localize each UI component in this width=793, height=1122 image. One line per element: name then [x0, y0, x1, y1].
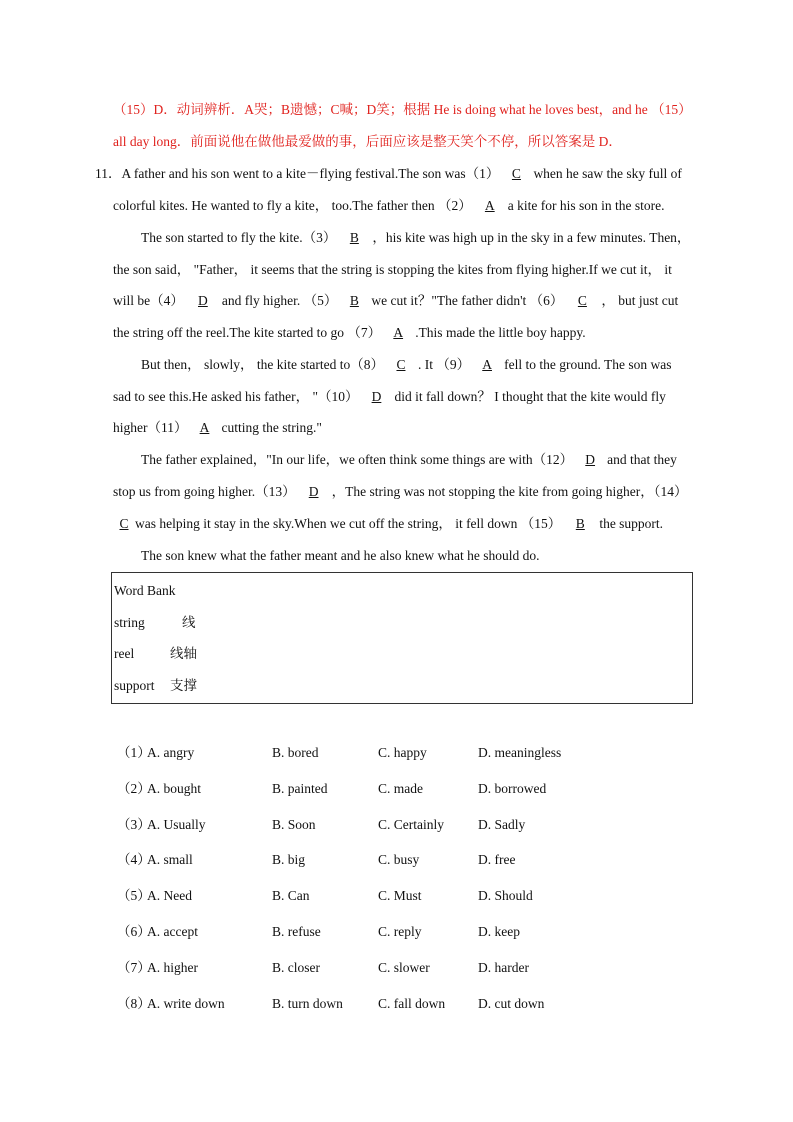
- option-d: D. cut down: [478, 996, 545, 1011]
- passage-text: fell to the ground. The son was: [504, 357, 672, 372]
- passage-text: will be（4）: [113, 293, 184, 308]
- option-a: A. higher: [147, 960, 198, 975]
- answer-blank-7: A: [393, 325, 404, 340]
- passage-text: The son started to fly the kite.（3）: [141, 230, 337, 245]
- word-bank-en: support: [114, 678, 155, 693]
- passage-text: A father and his son went to a kite－flying festival.The son was（1）: [121, 166, 500, 181]
- option-a: A. small: [147, 852, 193, 867]
- option-d: D. keep: [478, 924, 520, 939]
- option-b: B. refuse: [272, 924, 321, 939]
- passage-text: when he saw the sky full of: [533, 166, 682, 181]
- answer-blank-15: B: [575, 516, 585, 531]
- word-bank-item: [114, 676, 197, 696]
- passage-text: and fly higher. （5）: [221, 293, 338, 308]
- option-d: D. Sadly: [478, 817, 526, 832]
- passage-text: ， but just cut: [601, 293, 679, 308]
- option-c: C. made: [378, 781, 423, 796]
- word-bank-en: string: [114, 615, 145, 630]
- answer-blank-9: A: [482, 357, 492, 372]
- answer-blank-3: B: [349, 230, 359, 245]
- passage-line: The son knew what the father meant and he also knew what he should do.: [141, 548, 540, 563]
- option-number: （5）: [117, 888, 151, 903]
- passage-line: the son said， "Father， it seems that the string is stopping the kites from flying higher.If we cut it， it: [113, 262, 672, 277]
- answer-blank-11: A: [199, 420, 210, 435]
- option-d: D. meaningless: [478, 745, 562, 760]
- passage-line: [113, 291, 703, 311]
- answer-blank-4: D: [198, 293, 208, 308]
- passage-text: The father explained，"In our life，we often think some things are with（12）: [141, 452, 574, 467]
- passage-text: stop us from going higher.（13）: [113, 484, 296, 499]
- passage-line: [141, 228, 703, 248]
- option-a: A. bought: [147, 781, 201, 796]
- option-number: （3）: [117, 817, 151, 832]
- option-b: B. closer: [272, 960, 320, 975]
- passage-line: [141, 450, 703, 470]
- passage-text: ，his kite was high up in the sky in a few minutes. Then，: [372, 230, 691, 245]
- option-c: C. Must: [378, 888, 422, 903]
- passage-text: . It （9）: [417, 357, 471, 372]
- option-b: B. big: [272, 852, 306, 867]
- passage-line: [113, 387, 703, 407]
- option-d: D. Should: [478, 888, 533, 903]
- option-number: （6）: [117, 924, 151, 939]
- passage-text: did it fall down？ I thought that the kite would fly: [394, 389, 666, 404]
- option-d: D. borrowed: [478, 781, 547, 796]
- passage-line: [113, 514, 703, 534]
- answer-blank-8: C: [396, 357, 406, 372]
- answer-blank-2: A: [484, 198, 495, 213]
- passage-line: [113, 418, 703, 438]
- passage-text: higher（11）: [113, 420, 188, 435]
- passage-text: a kite for his son in the store.: [507, 198, 665, 213]
- option-a: A. Need: [147, 888, 192, 903]
- word-bank-zh: 线轴: [170, 646, 197, 661]
- passage-text: the support.: [599, 516, 664, 531]
- answer-blank-13: D: [308, 484, 319, 499]
- option-a: A. write down: [147, 996, 225, 1011]
- option-number: （2）: [117, 781, 151, 796]
- option-b: B. turn down: [272, 996, 343, 1011]
- word-bank-zh: 支撑: [170, 678, 197, 693]
- explanation-line-2: all day long．前面说他在做他最爱做的事，后面应该是整天笑个不停，所以答案是 D．: [113, 134, 622, 149]
- option-b: B. painted: [272, 781, 328, 796]
- option-b: B. Can: [272, 888, 310, 903]
- answer-blank-12: D: [585, 452, 596, 467]
- option-c: C. fall down: [378, 996, 446, 1011]
- passage-line: [95, 164, 703, 184]
- option-b: B. Soon: [272, 817, 316, 832]
- passage-text: colorful kites. He wanted to fly a kite， too.The father then （2）: [113, 198, 472, 213]
- passage-line: [113, 323, 703, 343]
- passage-text: But then， slowly， the kite started to（8）: [141, 357, 384, 372]
- passage-text: cutting the string.": [221, 420, 322, 435]
- word-bank-en: reel: [114, 646, 135, 661]
- option-number: （4）: [117, 852, 151, 867]
- option-c: C. Certainly: [378, 817, 444, 832]
- passage-text: sad to see this.He asked his father， "（10）: [113, 389, 359, 404]
- option-a: A. accept: [147, 924, 198, 939]
- word-bank-item: [114, 644, 197, 664]
- answer-blank-6: C: [577, 293, 587, 308]
- option-c: C. happy: [378, 745, 427, 760]
- question-number: 11．: [95, 166, 122, 181]
- option-a: A. Usually: [147, 817, 206, 832]
- option-c: C. busy: [378, 852, 420, 867]
- option-c: C. reply: [378, 924, 422, 939]
- answer-blank-1: C: [511, 166, 521, 181]
- passage-text: ，The string was not stopping the kite from going higher，（14）: [331, 484, 688, 499]
- passage-text: .This made the little boy happy.: [415, 325, 586, 340]
- passage-line: [113, 482, 703, 502]
- word-bank-title: Word Bank: [114, 583, 176, 598]
- option-number: （1）: [117, 745, 151, 760]
- option-d: D. harder: [478, 960, 529, 975]
- passage-text: and that they: [607, 452, 677, 467]
- passage-text: was helping it stay in the sky.When we cut off the string， it fell down （15）: [135, 516, 562, 531]
- option-number: （7）: [117, 960, 151, 975]
- word-bank-zh: 线: [182, 615, 196, 630]
- option-a: A. angry: [147, 745, 195, 760]
- passage-line: [113, 196, 703, 216]
- answer-blank-5: B: [349, 293, 359, 308]
- answer-blank-14: C: [119, 516, 129, 531]
- answer-blank-10: D: [371, 389, 382, 404]
- option-number: （8）: [117, 996, 151, 1011]
- passage-line: [141, 355, 703, 375]
- passage-text: we cut it？"The father didn't （6）: [371, 293, 564, 308]
- option-d: D. free: [478, 852, 516, 867]
- option-b: B. bored: [272, 745, 319, 760]
- explanation-line-1: （15）D．动词辨析．A哭；B遗憾；C喊；D笑；根据 He is doing what he loves best，and he （15）: [113, 102, 692, 117]
- option-c: C. slower: [378, 960, 430, 975]
- word-bank: [111, 572, 693, 704]
- passage-text: the string off the reel.The kite started to go （7）: [113, 325, 382, 340]
- word-bank-item: [114, 613, 196, 633]
